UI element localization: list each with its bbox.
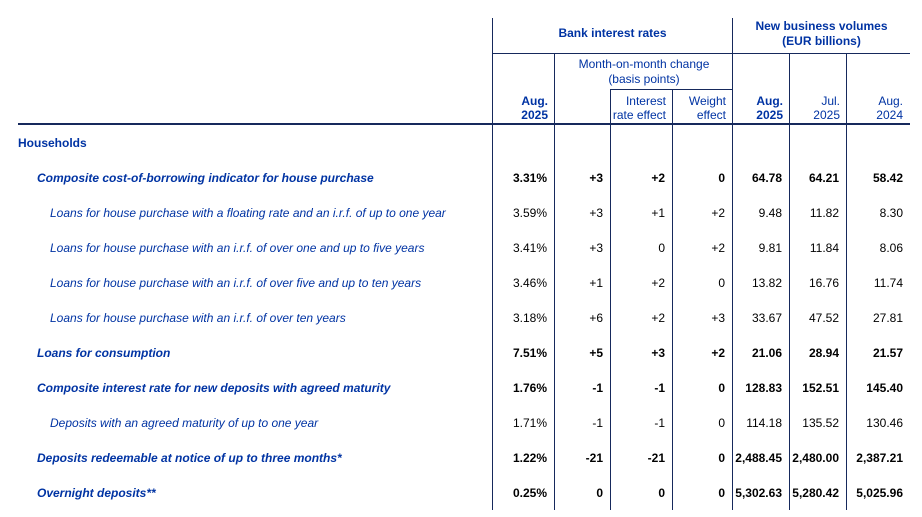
- vol-aug-2024-cell: 2,387.21: [856, 450, 903, 465]
- vol-aug-2024-cell: [847, 125, 910, 160]
- vol-jul-2025-cell: 16.76: [790, 265, 847, 300]
- vol-aug-2025-cell: 9.81: [733, 230, 790, 265]
- mom-change-cell: [555, 125, 611, 160]
- vol-aug-2025-cell: 21.06: [733, 335, 790, 370]
- weight-effect-cell: 0: [673, 440, 733, 475]
- row-label: Loans for house purchase with an i.r.f. of over five and up to ten years: [0, 265, 493, 300]
- table-row: [0, 370, 910, 405]
- mom-change-cell: +3: [555, 160, 611, 195]
- vol-jul-2025-cell: 28.94: [790, 335, 847, 370]
- vol-jul-2025-cell: 47.52: [790, 300, 847, 335]
- header-hline-under-groups: [492, 53, 910, 54]
- mom-change-cell: +6: [555, 300, 611, 335]
- interest-rate-effect-cell: +2: [611, 300, 673, 335]
- vol-aug-2025-cell: 13.82: [733, 265, 790, 300]
- vol-aug-2024-cell: 21.57: [872, 345, 903, 360]
- table-row: [0, 405, 910, 440]
- vol-aug-2025-cell: 64.78: [733, 160, 790, 195]
- table-body: [0, 125, 910, 510]
- row-label: Loans for house purchase with an i.r.f. of over ten years: [0, 300, 493, 335]
- table-row: [0, 440, 910, 475]
- vol-aug-2024-cell: 11.74: [873, 275, 903, 290]
- weight-effect-cell: +2: [673, 230, 733, 265]
- vol-aug-2025-cell: [733, 125, 790, 160]
- rate-aug-2025-cell: 3.18%: [493, 300, 555, 335]
- row-label: Overnight deposits**: [0, 475, 493, 510]
- mom-change-cell: -1: [555, 370, 611, 405]
- interest-rate-effect-cell: +3: [611, 335, 673, 370]
- table-row: [0, 230, 910, 265]
- vol-aug-2025-cell: 2,488.45: [733, 440, 790, 475]
- mom-change-cell: +3: [555, 195, 611, 230]
- weight-effect-cell: +3: [673, 300, 733, 335]
- interest-rate-effect-cell: +2: [611, 160, 673, 195]
- row-label: Deposits with an agreed maturity of up to one year: [0, 405, 493, 440]
- row-label: Deposits redeemable at notice of up to three months*: [0, 440, 493, 475]
- rate-aug-2025-cell: 1.76%: [493, 370, 555, 405]
- vol-aug-2024-cell: 58.42: [872, 170, 903, 185]
- column-header-volume-jul-2025: Jul. 2025: [813, 94, 840, 122]
- table-row: [0, 475, 910, 510]
- row-label: Composite interest rate for new deposits with agreed maturity: [0, 370, 493, 405]
- column-header-rate-aug-2025: Aug. 2025: [521, 94, 548, 122]
- vol-jul-2025-cell: 135.52: [790, 405, 847, 440]
- vol-aug-2024-cell: 8.30: [879, 205, 903, 220]
- mom-change-cell: +1: [555, 265, 611, 300]
- interest-rate-effect-cell: 0: [611, 475, 673, 510]
- header-bank-interest-rates: Bank interest rates: [558, 26, 667, 40]
- weight-effect-cell: 0: [673, 370, 733, 405]
- vol-aug-2025-cell: 114.18: [733, 405, 790, 440]
- row-label: Loans for house purchase with a floating rate and an i.r.f. of up to one year: [0, 195, 493, 230]
- vol-aug-2024-cell: 8.06: [879, 240, 903, 255]
- mom-change-cell: 0: [555, 475, 611, 510]
- row-label: Composite cost-of-borrowing indicator for house purchase: [0, 160, 493, 195]
- column-header-volume-aug-2024: Aug. 2024: [876, 94, 903, 122]
- vol-aug-2025-cell: 9.48: [733, 195, 790, 230]
- interest-rate-effect-cell: -21: [611, 440, 673, 475]
- vol-jul-2025-cell: 152.51: [790, 370, 847, 405]
- table-row: [0, 335, 910, 370]
- interest-rate-effect-cell: 0: [611, 230, 673, 265]
- rate-aug-2025-cell: 0.25%: [493, 475, 555, 510]
- table-row: [0, 265, 910, 300]
- table-row: [0, 300, 910, 335]
- interest-rate-effect-cell: +2: [611, 265, 673, 300]
- interest-rate-effect-cell: +1: [611, 195, 673, 230]
- vol-aug-2024-cell: 27.81: [872, 310, 903, 325]
- rate-aug-2025-cell: 3.31%: [493, 160, 555, 195]
- mom-change-cell: +3: [555, 230, 611, 265]
- rate-aug-2025-cell: 1.71%: [493, 405, 555, 440]
- weight-effect-cell: 0: [673, 160, 733, 195]
- table-row: [0, 195, 910, 230]
- interest-rate-effect-cell: [611, 125, 673, 160]
- vol-jul-2025-cell: 64.21: [790, 160, 847, 195]
- vol-aug-2024-cell: 130.46: [866, 415, 903, 430]
- row-label: Loans for consumption: [0, 335, 493, 370]
- rate-aug-2025-cell: [493, 125, 555, 160]
- weight-effect-cell: +2: [673, 195, 733, 230]
- mom-change-cell: -1: [555, 405, 611, 440]
- header-new-business-volumes-line1: New business volumes: [755, 19, 888, 33]
- rate-aug-2025-cell: 3.41%: [493, 230, 555, 265]
- vol-aug-2025-cell: 128.83: [733, 370, 790, 405]
- vol-aug-2024-cell: 5,025.96: [856, 485, 903, 500]
- header-hline-effects-box: [610, 89, 733, 90]
- vol-jul-2025-cell: 2,480.00: [790, 440, 847, 475]
- row-label: Loans for house purchase with an i.r.f. of over one and up to five years: [0, 230, 493, 265]
- mom-change-cell: +5: [555, 335, 611, 370]
- column-header-weight-effect: Weight effect: [688, 94, 726, 122]
- section-row-households: [0, 125, 910, 160]
- rate-aug-2025-cell: 1.22%: [493, 440, 555, 475]
- weight-effect-cell: 0: [673, 475, 733, 510]
- rate-aug-2025-cell: 7.51%: [493, 335, 555, 370]
- vol-jul-2025-cell: 5,280.42: [790, 475, 847, 510]
- weight-effect-cell: [673, 125, 733, 160]
- rate-aug-2025-cell: 3.46%: [493, 265, 555, 300]
- weight-effect-cell: 0: [673, 265, 733, 300]
- vol-jul-2025-cell: 11.84: [790, 230, 847, 265]
- interest-rate-effect-cell: -1: [611, 370, 673, 405]
- vol-aug-2025-cell: 5,302.63: [733, 475, 790, 510]
- header-month-on-month-change: [555, 57, 733, 87]
- vol-jul-2025-cell: 11.82: [790, 195, 847, 230]
- column-header-interest-rate-effect: Interest rate effect: [612, 94, 666, 122]
- weight-effect-cell: +2: [673, 335, 733, 370]
- section-title: Households: [0, 125, 493, 160]
- weight-effect-cell: 0: [673, 405, 733, 440]
- vol-aug-2025-cell: 33.67: [733, 300, 790, 335]
- header-mom-line2: (basis points): [608, 72, 680, 86]
- table-row: [0, 160, 910, 195]
- header-mom-line1: Month-on-month change: [578, 57, 710, 71]
- header-new-business-volumes: [733, 19, 910, 49]
- column-header-volume-aug-2025: Aug. 2025: [756, 94, 783, 122]
- vol-jul-2025-cell: [790, 125, 847, 160]
- vol-aug-2024-cell: 145.40: [866, 380, 903, 395]
- rate-aug-2025-cell: 3.59%: [493, 195, 555, 230]
- mom-change-cell: -21: [555, 440, 611, 475]
- interest-rate-effect-cell: -1: [611, 405, 673, 440]
- header-new-business-volumes-line2: (EUR billions): [782, 34, 861, 48]
